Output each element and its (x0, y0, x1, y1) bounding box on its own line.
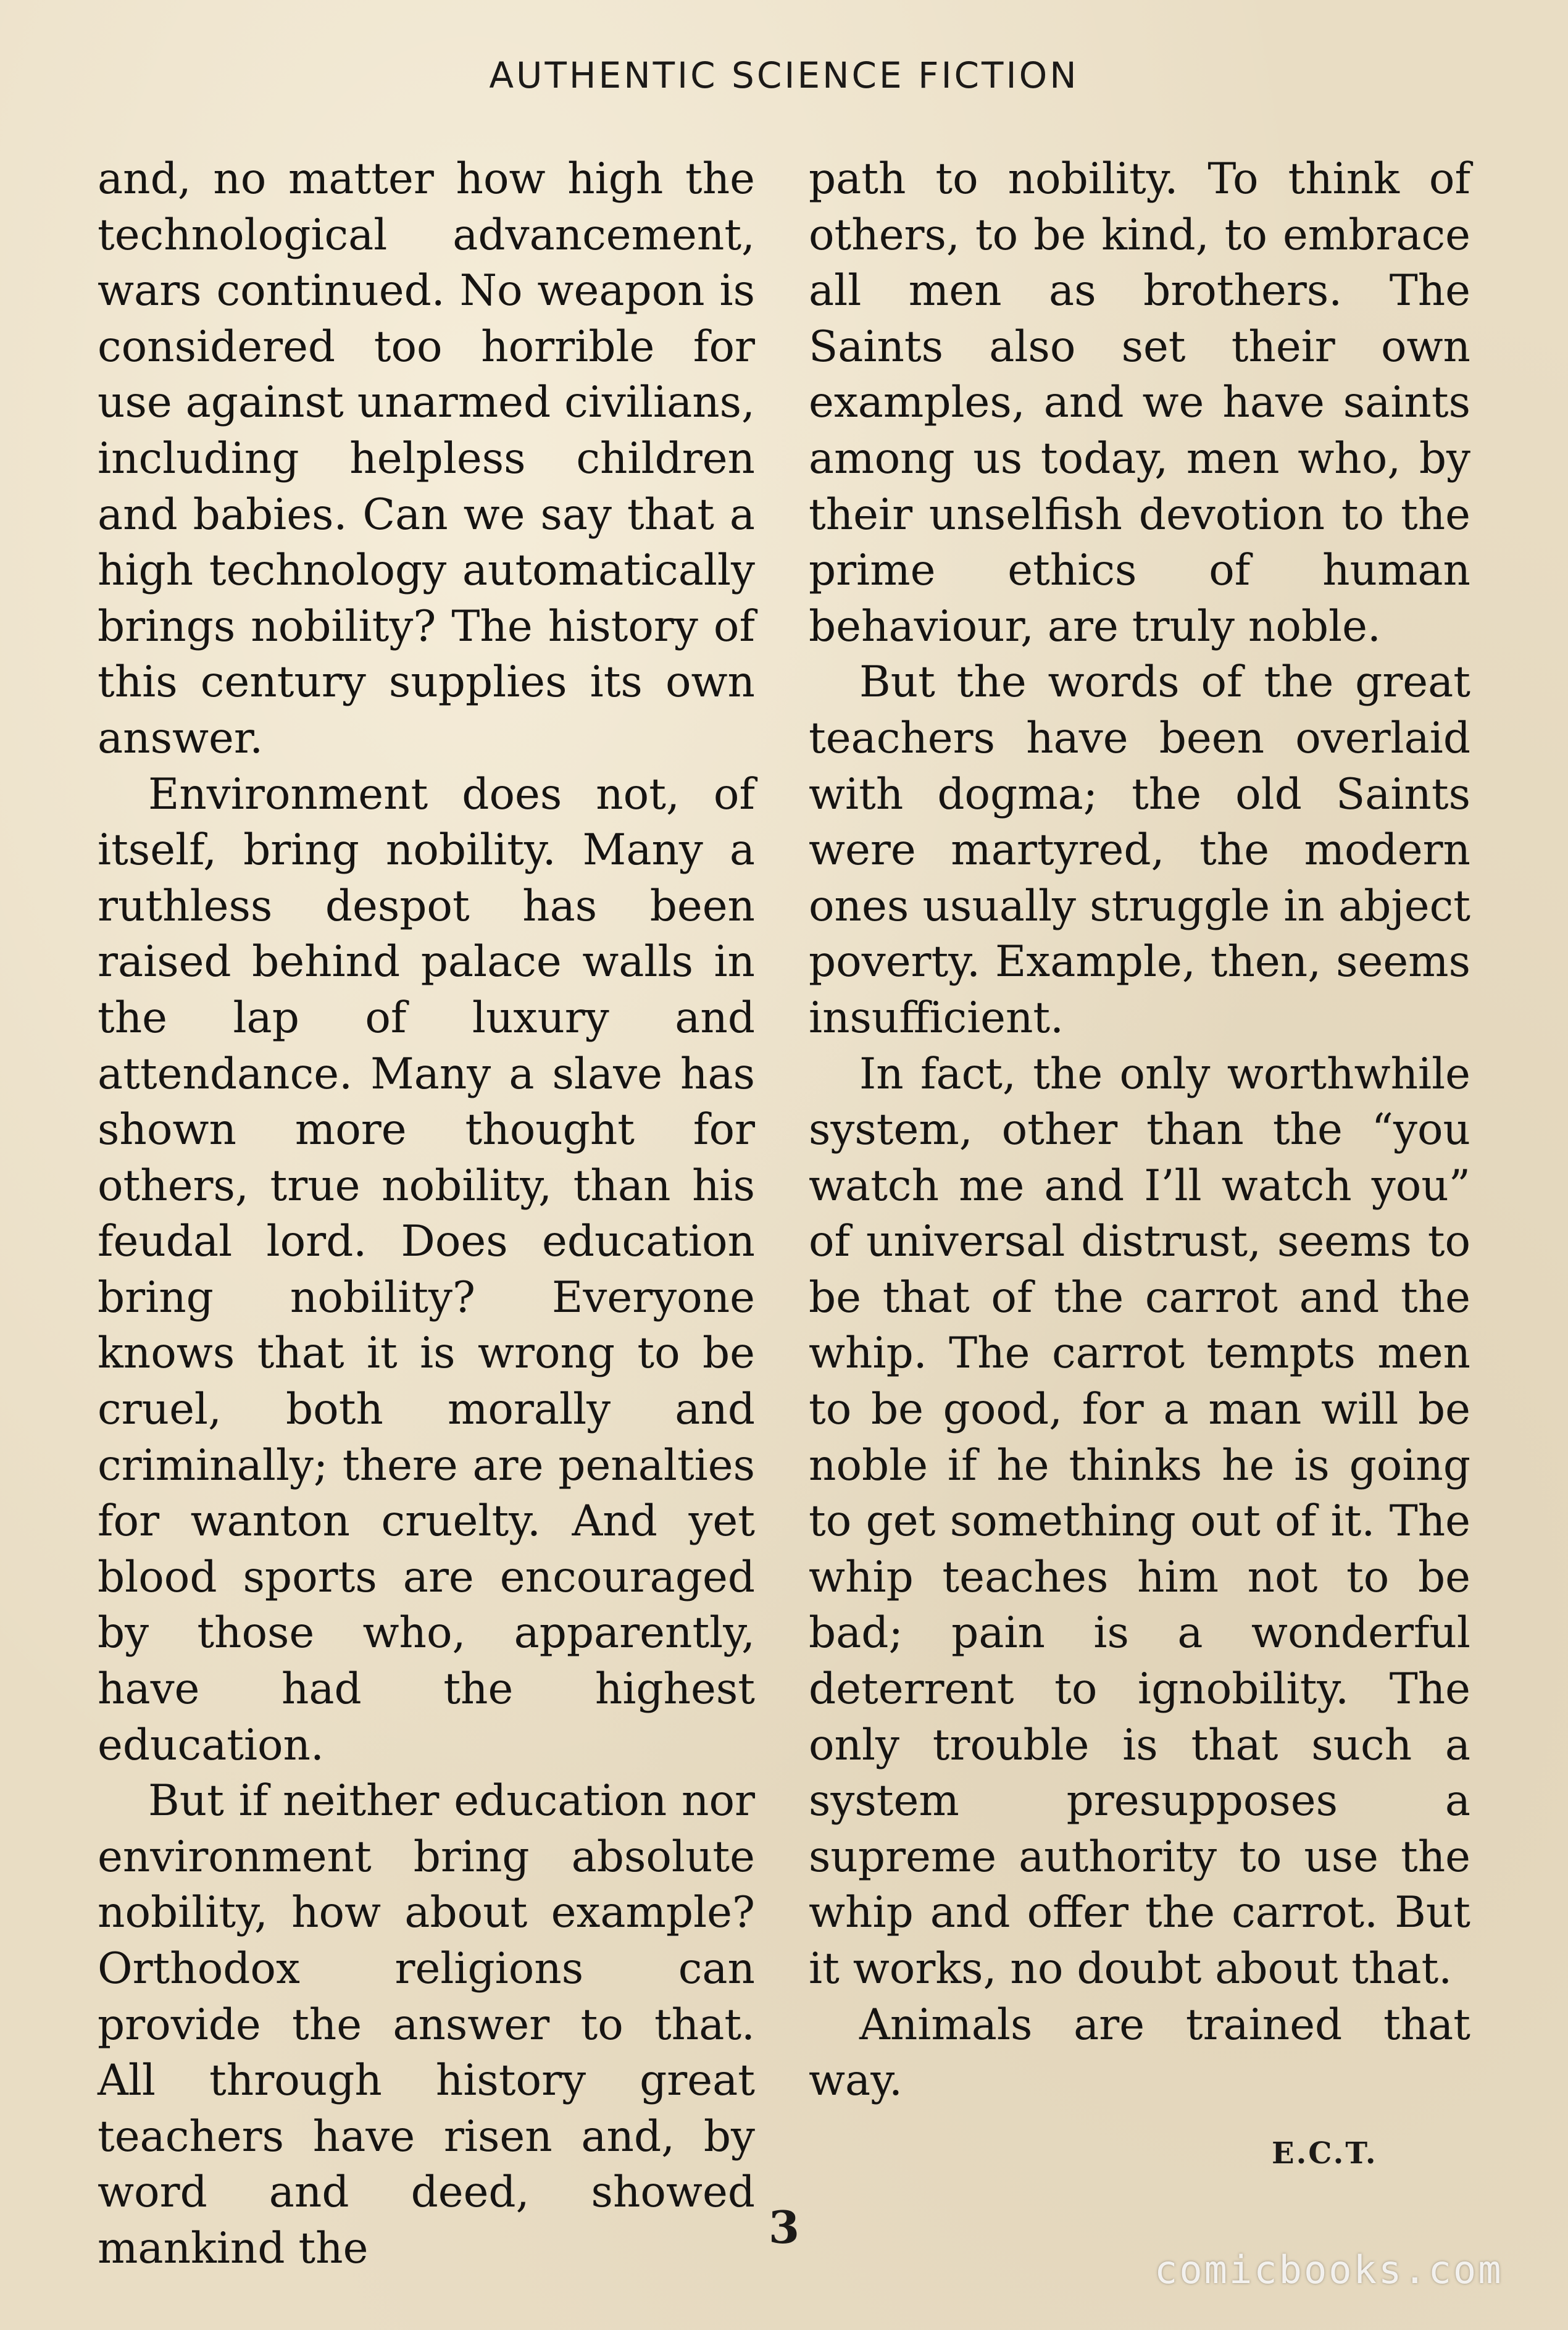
left-paragraph-1: and, no matter how high the technological advancement, wars continued. No weapon is considered too horrible for use against unarmed civilians, including helpless children and babies. Can we say that a high technology automatically brings nobility? The history of this century supplies its own answer. (98, 154, 755, 763)
right-column (809, 151, 1470, 2109)
page-number: 3 (768, 2201, 800, 2253)
right-paragraph-4: Animals are trained that way. (809, 2000, 1470, 2106)
left-column (98, 151, 755, 2277)
author-initials: E.C.T. (1272, 2136, 1378, 2171)
running-head: AUTHENTIC SCIENCE FICTION (489, 54, 1079, 96)
right-paragraph-1: path to nobility. To think of others, to be kind, to embrace all men as brothers. The Saints also set their own examples, and we have saints among us today, men who, by their unselfish devotion to the prime ethics of human behaviour, are truly noble. (809, 154, 1470, 651)
right-paragraph-2: But the words of the great teachers have been overlaid with dogma; the old Saints were martyred, the modern ones usually struggle in abject poverty. Example, then, seems insufficient. (809, 658, 1470, 1043)
left-paragraph-2: Environment does not, of itself, bring nobility. Many a ruthless despot has been raised behind palace walls in the lap of luxury and attendance. Many a slave has shown more thought for others, true nobility, than his feudal lord. Does education bring nobility? Everyone knows that it is wrong to be cruel, both morally and criminally; there are penalties for wanton cruelty. And yet blood sports are encouraged by those who, apparently, have had the highest education. (98, 769, 755, 1770)
right-paragraph-3: In fact, the only worthwhile system, other than the “you watch me and I’ll watch you” of universal distrust, seems to be that of the carrot and the whip. The carrot tempts men to be good, for a man will be noble if he thinks he is going to get something out of it. The whip teaches him not to be bad; pain is a wonderful deterrent to ignobility. The only trouble is that such a system presupposes a supreme authority to use the whip and offer the carrot. But it works, no doubt about that. (809, 1049, 1470, 1994)
watermark: comicbooks.com (1154, 2247, 1503, 2292)
left-paragraph-3: But if neither education nor environment bring absolute nobility, how about example? Orthodox religions can provide the answer to that. All through history great teachers have risen and, by word and deed, showed mankind the (98, 1776, 755, 2273)
